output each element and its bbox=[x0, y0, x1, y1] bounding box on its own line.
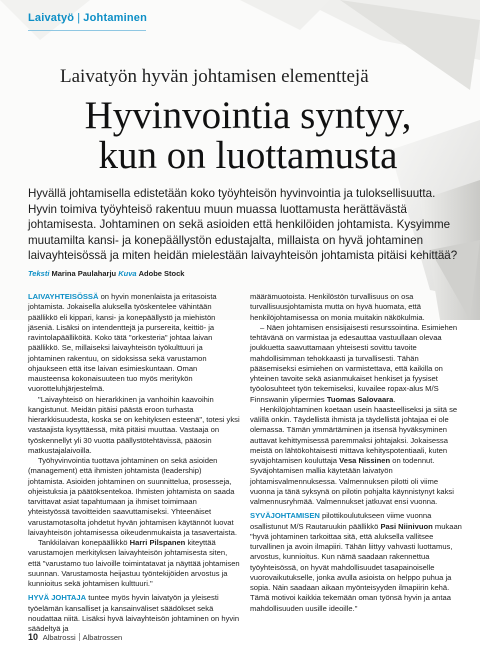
paragraph-text: Henkilöjohtaminen koetaan usein haasteelliseksi ja siitä se välillä onkin. Täydellistä ihmistä ja täydellistä johtajaa ei ole olemassa. Tämän ymmärtäminen ja itsensä hyväksyminen auttavat kehittymisessä paremmaksi johtajaksi. Jokaisessa meistä on lähtökohtaisesti mittava kehityspotentiaali, kuten syväjohtamisen kouluttaja bbox=[250, 404, 458, 465]
page-footer bbox=[28, 632, 122, 642]
paragraph bbox=[250, 405, 462, 508]
magazine-title-sv: Albatrossen bbox=[82, 633, 123, 642]
paragraph-text: mukaan "hyvä johtaminen tarkoittaa sitä, että aluksella vallitsee turvallinen ja avoin ilmapiiri. Tähän liittyy vahvasti luottamus, arvostus, kunnioitus. Kun nämä saadaan rakennettua työyhteisössä, on hyvät mahdollisuudet tasapainoiselle vuorovaikutukselle, jonka avulla asioista on helppo puhua ja sopia. Näin saadaan aikaan myönteisyyden ilmapiirin kehä. Tämä motivoi kaikkia tekemään oman työnsä hyvin ja antaa mahdollisuuden uusille ideoille." bbox=[250, 521, 462, 613]
paragraph-text: Tankkilaivan konepäällikkö bbox=[38, 538, 130, 547]
headline-line-1: Hyvinvointia syntyy, bbox=[84, 94, 412, 137]
body-column-left bbox=[28, 292, 240, 634]
paragraph bbox=[250, 511, 462, 614]
paragraph-lead-in: SYVÄJOHTAMISEN bbox=[250, 511, 320, 521]
article-credits bbox=[28, 269, 184, 278]
text-credit-label: Teksti bbox=[28, 269, 50, 278]
magazine-title-fi: Albatrossi bbox=[42, 633, 76, 642]
article-lead: Hyvällä johtamisella edistetään koko työyhteisön hyvinvointia ja tuloksellisuutta. Hyvin toimiva työyhteisö rakentuu muun muassa luottamusta herättävästä johtamisesta. Johtaminen on sekä asioiden että henkilöiden johtamista. Kysyimme muutamilta kansi- ja konepäällystön edustajalta, millaista on hyvä johtaminen laivayhteisössä ja miten heidän mielestään laivayhteisön johtamista pitäisi kehittää? bbox=[28, 187, 458, 262]
headline-line-2: kun on luottamusta bbox=[98, 134, 398, 177]
person-name: Pasi Niinivuon bbox=[380, 521, 433, 531]
article-headline bbox=[28, 96, 468, 176]
paragraph bbox=[28, 538, 240, 589]
paragraph-text: tuntee myös hyvin laivatyön ja yleisesti työelämän kansalliset ja kansainväliset säädökset sekä noudattaa niitä. Lisäksi hyvä laivayhteisön johtaminen on hyvin säädeltyä ja bbox=[28, 593, 240, 633]
person-name: Harri Pilspanen bbox=[129, 538, 186, 547]
paragraph-text: . bbox=[393, 394, 396, 404]
photo-source: Adobe Stock bbox=[138, 269, 185, 278]
paragraph-text: kiteyttää varustamojen merkityksen laivayhteisön johtamisesta siten, että "varustamo tuo laivoille toimintatavat ja näyttää johtamisen suunnan. Varustamosta heijastuu työntekijöiden arvostus ja kunnioitus sekä johtamisen kulttuuri." bbox=[28, 538, 240, 588]
section-name: Johtaminen bbox=[83, 12, 148, 24]
header-separator: | bbox=[77, 12, 81, 24]
paragraph-text: – Näen johtamisen ensisijaisesti resurssointina. Esimiehen tehtävänä on varmistaa ja edesauttaa vastuullaan olevaa joukkuetta saavuttamaan yhteisesti sovittu tavoite mahdollisimman tehokkaasti ja turvallisesti. Tähän pääsemiseksi esimiehen on varmistettava, että kaikilla on yhteinen tavoite sekä asianmukaiset henkiset ja fyysiset työolosuhteet työn tekemiseksi, kuvailee ropax-alus M/S Finnswanin ylipermies bbox=[250, 322, 458, 404]
paragraph-lead-in: LAIVAYHTEISÖSSÄ bbox=[28, 292, 99, 301]
paragraph: Työhyvinvointia tuottava johtaminen on sekä asioiden (management) että ihmisten johtamista (leadership) johtamista. Asioiden johtaminen on suunnittelua, prosesseja, ohjeistuksia ja päätöksentekoa. Ihmisten johtamista on saada tarvittavat asiat tapahtumaan ja ihmiset toimimaan yhteistyössä tavoitteiden saavuttamiseksi. Yhteenäiset varustamotasolta johdetut hyvän johtamisen käytännöt luovat laivayhteisön johtamisessa oikeudenmukaista ja tasavertaista. bbox=[28, 456, 237, 537]
person-name: Tuomas Salovaara bbox=[326, 394, 394, 404]
body-column-right bbox=[250, 292, 462, 614]
paragraph-text: on hyvin monenlaista ja eritasoista johtamista. Jokaisella aluksella työskentelee vähintään päällikkö eli kippari, kansi- ja konepäällystö ja miehistön jäseniä. Lisäksi on intendenttejä ja pursereita, keittiö- ja ravintolapäälliköitä. Koko tätä "orkesteria" johtaa laivan päällikkö. Se, millaiseksi laivayhteisön työkulttuuri ja johtaminen rakentuu, on sidoksissa sekä varustamon ohjaukseen että itse laivan esimieskuntaan. Oman mausteensa kokonaisuuteen tuo myös meritykön vuorotteluhjärjestelmä. bbox=[28, 292, 217, 394]
section-header bbox=[28, 12, 147, 24]
page-number: 10 bbox=[28, 632, 39, 642]
paragraph-text: pilottikoulutukseen viime vuonna osallistunut M/S Rautaruukin päällikkö bbox=[250, 511, 432, 531]
footer-divider bbox=[79, 633, 80, 641]
header-divider bbox=[28, 30, 146, 31]
photo-credit-label: Kuva bbox=[118, 269, 137, 278]
person-name: Vesa Nissinen bbox=[339, 456, 391, 465]
paragraph-lead-in: HYVÄ JOHTAJA bbox=[28, 593, 87, 603]
paragraph: "Laivayhteisö on hierarkkinen ja vanhoihin kaavoihin kangistunut. Meidän pitäisi päästä eroon turhasta hierarkkisuudesta, koska se on kehityksen esteenä", totesi yksi vastaajista kysyttäessä, mitä pitäisi muuttaa. Vastaaja on työskennellyt yli 30 vuotta päällystötehtävissä, pääosin matkustajalaivoilla. bbox=[28, 394, 240, 455]
magazine-name: Laivatyö bbox=[28, 12, 75, 24]
paragraph: määrämuotoista. Henkilöstön turvallisuus on osa turvallisuusjohtamista mutta on hyvä huomata, että henkilöjohtamisessa on monia muitakin näkökulmia. bbox=[250, 292, 425, 322]
author-name: Marina Paulaharju bbox=[51, 269, 117, 278]
article-kicker: Laivatyön hyvän johtamisen elementtejä bbox=[60, 66, 369, 87]
paragraph bbox=[28, 292, 240, 395]
paragraph bbox=[28, 593, 240, 634]
paragraph-text: on todennut. Syväjohtamisen mallia käytetään laivatyön johtamisvalmennuksessa. Valmennuksen pilotti oli viime vuonna ja tänä syksynä on pilotin pohjalta käynnistynyt kaksi valmennusryhmää. Valmennukset jatkuvat ensi vuonna. bbox=[250, 456, 454, 506]
paragraph bbox=[250, 323, 462, 405]
